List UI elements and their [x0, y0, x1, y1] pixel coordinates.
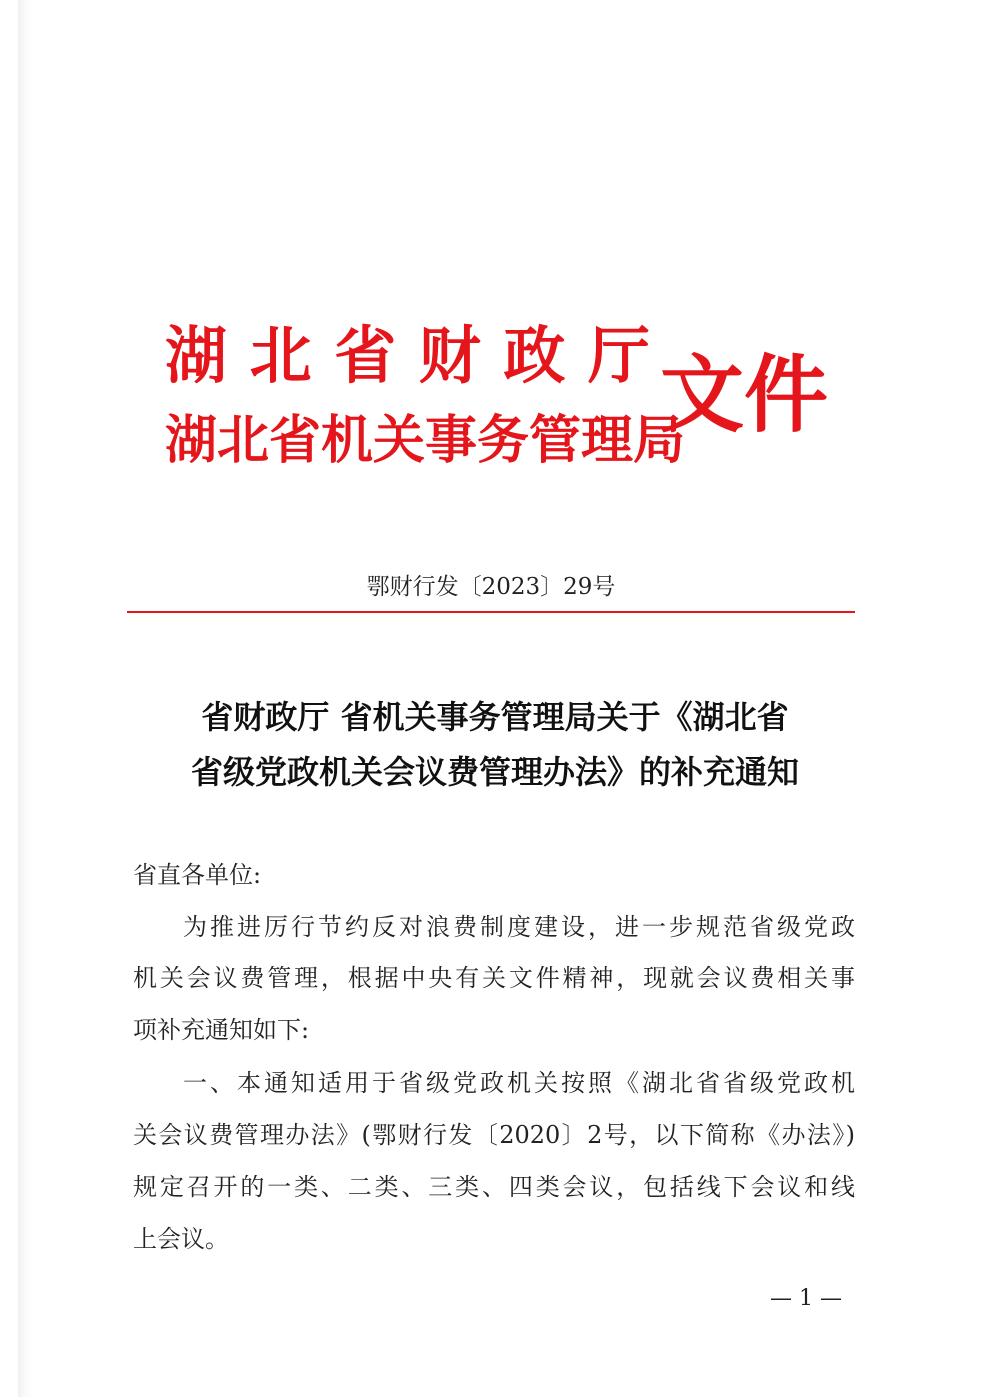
title-line-1: 省财政厅 省机关事务管理局关于《湖北省 [201, 698, 789, 736]
page-edge-shadow [18, 0, 32, 1397]
body-line: 机关会议费管理，根据中央有关文件精神，现就会议费相关事 [133, 964, 855, 992]
document-word: 文件 [660, 345, 829, 444]
body-line: 上会议。 [133, 1225, 229, 1253]
body-line: 一、本通知适用于省级党政机关按照《湖北省省级党政机 [183, 1069, 855, 1097]
title-line-2: 省级党政机关会议费管理办法》的补充通知 [190, 753, 799, 791]
issuer-finance-dept: 湖北省财政厅 [165, 319, 650, 392]
salutation: 省直各单位: [133, 861, 262, 889]
red-divider [127, 611, 855, 613]
page-number: — 1 — [770, 1286, 842, 1311]
document-number: 鄂财行发〔2023〕29号 [366, 574, 616, 600]
body-line: 为推进厉行节约反对浪费制度建设，进一步规范省级党政 [183, 913, 855, 941]
issuer-affairs-bureau: 湖北省机关事务管理局 [165, 410, 686, 471]
body-line: 项补充通知如下: [133, 1016, 310, 1044]
body-line: 关会议费管理办法》(鄂财行发〔2020〕2号，以下简称《办法》) [133, 1121, 855, 1149]
body-line: 规定召开的一类、二类、三类、四类会议，包括线下会议和线 [133, 1173, 855, 1201]
